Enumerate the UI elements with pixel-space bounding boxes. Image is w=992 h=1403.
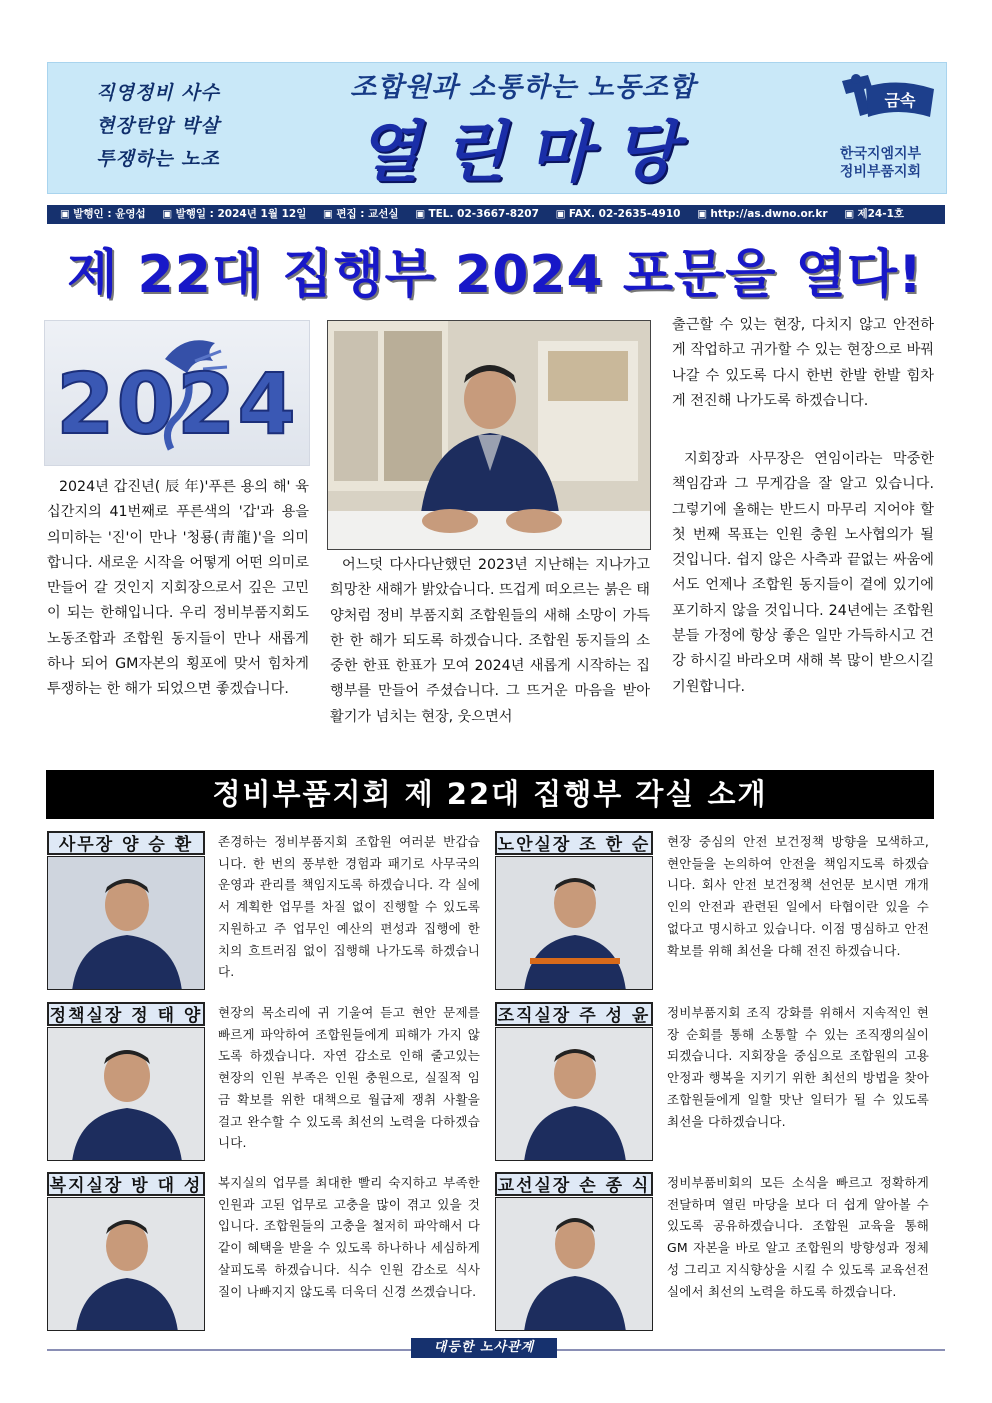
year-image-text: 2024 <box>56 355 298 453</box>
staff-description: 복지실의 업무를 최대한 빨리 숙지하고 부족한 인원과 고된 업무로 고충을 많이 겪고 있을 것입니다. 조합원들의 고충을 철저히 파악해서 다 같이 혜택을 받을 수 있도록 하나하나 세심하게 살피도록 하겠습니다. 식수 인원 감소로 식사 질이 나빠지지 않도록 더욱더 신경 쓰겠습니다. <box>218 1175 480 1299</box>
staff-photo <box>495 856 653 990</box>
intro-paragraph: 2024년 갑진년( 辰 年)'푸른 용의 해' 육십간지의 41번째로 푸른색의 '갑'과 용을 의미하는 '진'이 만나 '청룡(靑龍)'을 의미합니다. 새로운 시작을 어떻게 어떤 의미로 만들어 갈 것인지 지회장으로서 깊은 고민이 되는 한해입니다. 우리 정비부품지회도 노동조합과 조합원 동지들이 만나 새롭게 하나 되어 GM자본의 횡포에 맞서 힘차게 투쟁하는 한 해가 되었으면 좋겠습니다. <box>47 479 309 698</box>
website-link[interactable]: ▣ http://as.dwno.or.kr <box>697 208 827 220</box>
headline: 제 22대 집행부 2024 포문을 열다! <box>67 245 923 305</box>
footer-slogan: 대등한 노사관계 <box>411 1338 557 1358</box>
staff-description: 현장의 목소리에 귀 기울여 듣고 현안 문제를 빠르게 파악하여 조합원들에게 피해가 가지 않도록 하겠습니다. 자연 감소로 인해 줄고있는 현장의 인원 부족은 인원 충원으로, 실질적 임금 확보를 위한 대책으로 월급제 쟁취 사활을 걸고 완수할 수 있도록 최선의 노력을 다하겠습니다. <box>218 1005 480 1151</box>
slogan-block <box>78 77 238 176</box>
logo-text: 금속 <box>884 91 916 110</box>
slogan-line: 직영정비 사수 <box>96 82 220 104</box>
portrait-image <box>48 1198 205 1331</box>
staff-title: 정책실장 정 태 양 <box>47 1002 205 1026</box>
newsletter-title: 열린마당 <box>356 114 700 191</box>
staff-title: 사무장 양 승 환 <box>47 831 205 855</box>
publisher-info: ▣ 발행인 : 윤영섭 <box>60 208 146 220</box>
tel-info: ▣ TEL. 02-3667-8207 <box>415 208 539 220</box>
branch-chief-photo <box>327 320 651 550</box>
year-2024-image <box>44 320 310 466</box>
staff-title: 복지실장 방 대 성 <box>47 1172 205 1196</box>
intro-paragraph: 지회장과 사무장은 연임이라는 막중한 책임감과 그 무게감을 잘 알고 있습니다. 그렇기에 올해는 반드시 마무리 지어야 할 첫 번째 목표는 인원 충원 노사협의가 될 것입니다. 쉽지 않은 사측과 끝없는 싸움에서도 언제나 조합원 동지들이 곁에 있기에 포기하지 않을 것입니다. 24년에는 조합원분들 가정에 항상 좋은 일만 가득하시고 건강 하시길 바라오며 새해 복 많이 받으시길 기원합니다. <box>672 451 934 695</box>
staff-photo <box>47 1197 205 1331</box>
masthead-banner <box>47 62 947 194</box>
union-logo-icon <box>838 73 938 127</box>
staff-description: 존경하는 정비부품지회 조합원 여러분 반갑습니다. 한 번의 풍부한 경험과 패기로 사무국의 운영과 관리를 책임지도록 하겠습니다. 각 실에서 계획한 업무를 차질 없이 진행할 수 있도록 지원하고 주 업무인 예산의 편성과 집행에 한 치의 흐트러짐 없이 집행해 나가도록 하겠습니다. <box>218 834 480 980</box>
publication-info-bar <box>47 205 945 224</box>
editor-info: ▣ 편집 : 교선실 <box>323 208 399 220</box>
staff-photo <box>47 856 205 990</box>
org-line: 한국지엠지부 <box>839 146 922 162</box>
org-name <box>818 145 943 181</box>
portrait-image <box>496 857 653 990</box>
staff-title: 노안실장 조 한 순 <box>495 831 653 855</box>
staff-description: 현장 중심의 안전 보건정책 방향을 모색하고, 현안들을 논의하여 안전을 책임지도록 하겠습니다. 회사 안전 보건정책 선언문 보시면 개개인의 안전과 관련된 일에서 타협이란 있을 수 없다고 명시하고 있습니다. 이점 명심하고 안전 확보를 위해 최선을 다해 전진 하겠습니다. <box>667 834 929 958</box>
date-info: ▣ 발행일 : 2024년 1월 12일 <box>162 208 306 220</box>
staff-description: 정비부품비회의 모든 소식을 빠르고 정확하게 전달하며 열린 마당을 보다 더 쉽게 알아볼 수 있도록 공유하겠습니다. 조합원 교육을 통해 GM 자본을 바로 알고 조합원의 방향성과 정체성 그리고 지식향상을 시킬 수 있도록 교육선전실에서 최선의 노력을 하도록 하겠습니다. <box>667 1175 929 1299</box>
staff-title: 교선실장 손 종 식 <box>495 1172 653 1196</box>
intro-paragraph: 어느덧 다사다난했던 2023년 지난해는 지나가고 희망찬 새해가 밝았습니다. 뜨겁게 떠오르는 붉은 태양처럼 정비 부품지회 조합원들의 새해 소망이 가득한 한 해가 되도록 하겠습니다. 조합원 동지들의 소중한 한표 한표가 모여 2024년 새롭게 시작하는 집행부를 만들어 주셨습니다. 그 뜨거운 마음을 받아 활기가 넘치는 현장, 웃으면서 <box>330 557 650 725</box>
fax-info: ▣ FAX. 02-2635-4910 <box>556 208 681 220</box>
staff-title: 조직실장 주 성 윤 <box>495 1002 653 1026</box>
staff-photo <box>495 1027 653 1161</box>
slogan-line: 투쟁하는 노조 <box>96 148 220 170</box>
section-title: 정비부품지회 제 22대 집행부 각실 소개 <box>46 770 934 819</box>
portrait-image <box>48 857 205 990</box>
newsletter-tagline: 조합원과 소통하는 노동조합 <box>350 72 696 103</box>
portrait-image <box>496 1198 653 1331</box>
portrait-image <box>48 1028 205 1161</box>
org-line: 정비부품지회 <box>839 164 922 180</box>
issue-number: ▣ 제24-1호 <box>844 208 904 220</box>
slogan-line: 현장탄압 박살 <box>96 115 220 137</box>
staff-photo <box>47 1027 205 1161</box>
portrait-image <box>496 1028 653 1161</box>
intro-paragraph: 출근할 수 있는 현장, 다치지 않고 안전하게 작업하고 귀가할 수 있는 현장으로 바꿔 나갈 수 있도록 다시 한번 한발 한발 힘차게 전진해 나가도록 하겠습니다. <box>672 317 934 409</box>
staff-description: 정비부품지회 조직 강화를 위해서 지속적인 현장 순회를 통해 소통할 수 있는 조직쟁의실이 되겠습니다. 지회장을 중심으로 조합원의 고용안정과 행복을 지키기 위한 최선의 방법을 찾아 조합원들에게 일할 맛난 일터가 될 수 있도록 최선을 다하겠습니다. <box>667 1005 929 1129</box>
staff-photo <box>495 1197 653 1331</box>
